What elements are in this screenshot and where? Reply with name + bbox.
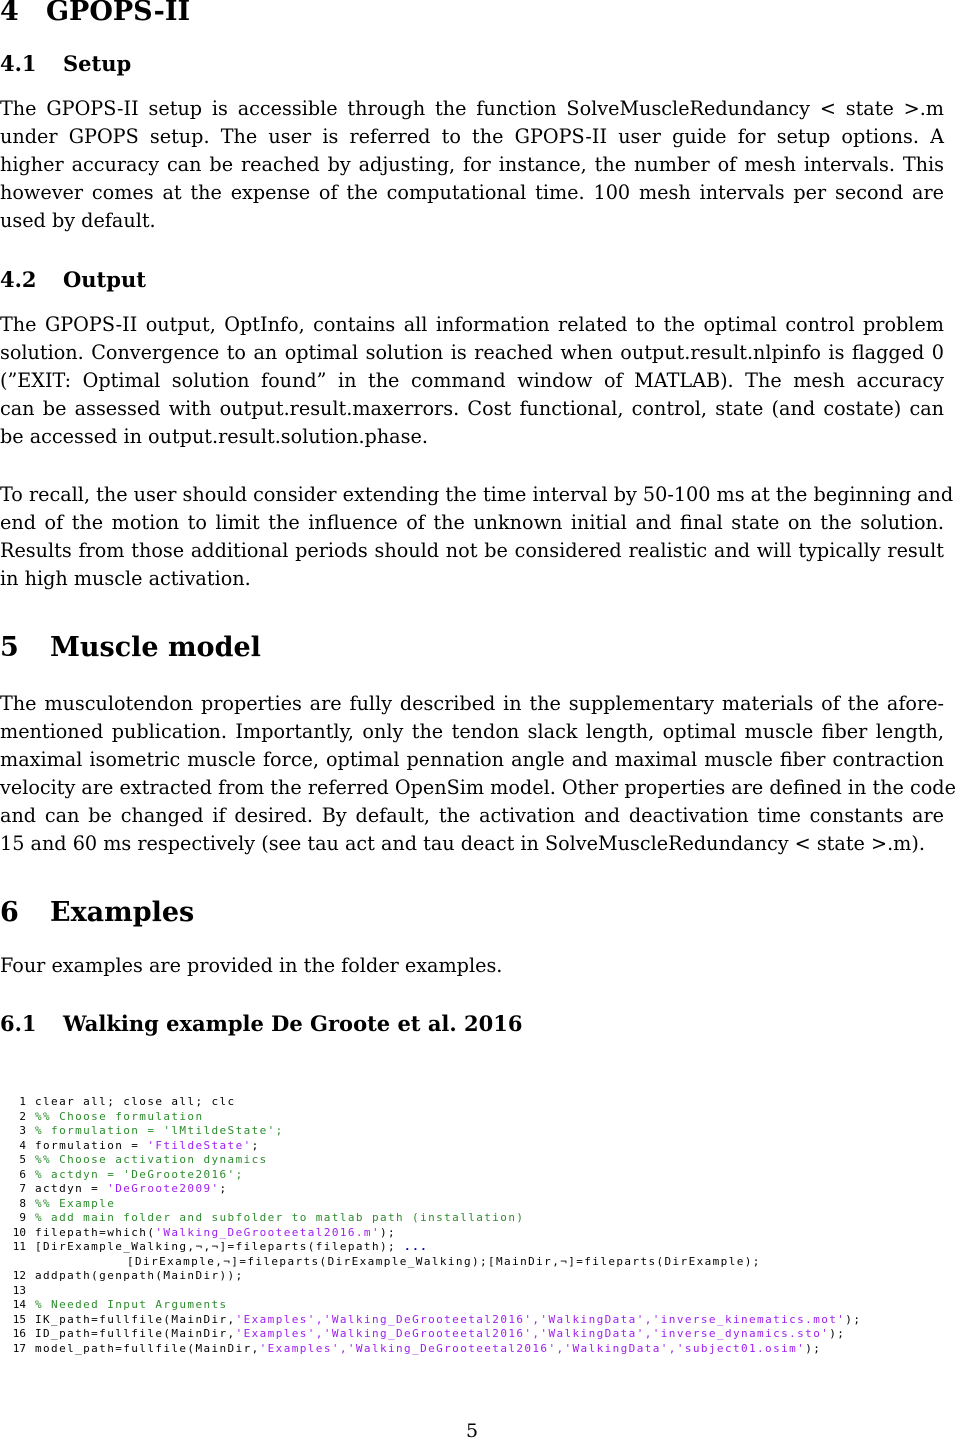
section-title: Output: [63, 267, 146, 292]
paragraph-line: velocity are extracted from the referred OpenSim model. Other properties are defined in the code: [0, 776, 956, 799]
code-comment: % add main folder and subfolder to matlab path (installation): [35, 1211, 525, 1224]
paragraph-examples: [0, 952, 944, 980]
paragraph-line: maximal isometric muscle force, optimal pennation angle and maximal muscle fiber contraction: [0, 748, 944, 771]
paragraph-setup: [0, 95, 944, 235]
paragraph-line: 15 and 60 ms respectively (see tau act and tau deact in SolveMuscleRedundancy < state >.m).: [0, 832, 925, 855]
code-line: [0, 1124, 972, 1139]
paragraph-line: solution. Convergence to an optimal solution is reached when output.result.nlpinfo is flagged 0: [0, 341, 944, 364]
code-string: 'FtildeState': [147, 1138, 252, 1152]
code-comment: % actdyn = 'DeGroote2016';: [35, 1167, 244, 1181]
code-string: 'Examples','Walking_DeGrooteetal2016','WalkingData','inverse_dynamics.sto': [235, 1327, 830, 1340]
code-text: formulation =: [35, 1138, 148, 1152]
line-number: 5: [19, 1153, 26, 1166]
line-number: 11: [12, 1240, 26, 1253]
line-number: 7: [19, 1182, 26, 1195]
code-line: [0, 1153, 972, 1168]
code-line: [0, 1255, 972, 1270]
code-text: );: [845, 1312, 862, 1326]
line-number: 6: [19, 1167, 26, 1181]
code-text: addpath(genpath(MainDir));: [35, 1269, 244, 1282]
line-number: 16: [12, 1327, 26, 1340]
section-number: 4.2: [0, 267, 37, 292]
section-title: GPOPS-II: [46, 0, 191, 27]
code-text: );: [829, 1327, 846, 1340]
section-heading-6-1: [0, 1011, 522, 1036]
code-text: filepath=which(: [35, 1225, 156, 1239]
code-line: [0, 1284, 972, 1299]
paragraph-line: end of the motion to limit the influence of the unknown initial and final state on the solution.: [0, 511, 944, 534]
code-text: [DirExample,¬]=fileparts(DirExample_Walking);[MainDir,¬]=fileparts(DirExample);: [127, 1254, 761, 1268]
code-text: );: [379, 1225, 397, 1239]
paragraph-line: however comes at the expense of the computational time. 100 mesh intervals per second are: [0, 181, 944, 204]
line-number: 4: [19, 1138, 26, 1152]
code-string: 'Walking_DeGrooteetal2016.m': [155, 1225, 380, 1239]
paragraph-line: To recall, the user should consider extending the time interval by 50-100 ms at the beginning and: [0, 483, 954, 506]
code-line: [0, 1168, 972, 1183]
section-number: 6: [0, 897, 19, 928]
code-line: [0, 1211, 972, 1226]
code-line: [0, 1197, 972, 1212]
code-text: model_path=fullfile(MainDir,: [35, 1341, 260, 1355]
section-heading-4: [0, 0, 190, 27]
code-line: [0, 1342, 972, 1357]
line-number: 17: [12, 1341, 26, 1355]
paragraph-line: used by default.: [0, 209, 156, 232]
code-line: [0, 1269, 972, 1284]
code-text: clear all; close all; clc: [35, 1095, 236, 1108]
section-number: 4.1: [0, 51, 37, 76]
line-number: 13: [12, 1283, 26, 1297]
code-text: IK_path=fullfile(MainDir,: [35, 1312, 236, 1326]
paragraph-line: Four examples are provided in the folder examples.: [0, 954, 503, 977]
paragraph-line: in high muscle activation.: [0, 567, 251, 590]
code-line: [0, 1226, 972, 1241]
code-listing: [0, 1095, 972, 1356]
paragraph-output-2: [0, 481, 954, 593]
code-comment: % formulation = 'lMtildeState';: [35, 1124, 284, 1137]
section-heading-6: [0, 897, 194, 928]
code-text: actdyn =: [35, 1182, 108, 1195]
code-text: );: [805, 1341, 822, 1355]
code-line: [0, 1095, 972, 1110]
paragraph-line: The GPOPS-II output, OptInfo, contains all information related to the optimal control problem: [0, 313, 944, 336]
code-line: [0, 1139, 972, 1154]
paragraph-line: under GPOPS setup. The user is referred to the GPOPS-II user guide for setup options. A: [0, 125, 944, 148]
section-title: Walking example De Groote et al. 2016: [63, 1011, 523, 1036]
line-number: 14: [12, 1298, 26, 1311]
section-number: 6.1: [0, 1011, 37, 1036]
section-heading-4-2: [0, 267, 146, 292]
code-text: ;: [219, 1182, 228, 1195]
code-string: 'Examples','Walking_DeGrooteetal2016','WalkingData','subject01.osim': [259, 1341, 806, 1355]
code-line: [0, 1327, 972, 1342]
line-number: 3: [19, 1124, 26, 1137]
paragraph-line: Results from those additional periods should not be considered realistic and will typically result: [0, 539, 944, 562]
section-number: 5: [0, 632, 19, 663]
line-number: 12: [12, 1269, 26, 1282]
paragraph-line: and can be changed if desired. By default, the activation and deactivation time constants are: [0, 804, 944, 827]
code-line: [0, 1313, 972, 1328]
line-number: 10: [12, 1225, 26, 1239]
code-line: [0, 1110, 972, 1125]
paragraph-line: The GPOPS-II setup is accessible through the function SolveMuscleRedundancy < state >.m: [0, 97, 944, 120]
section-heading-4-1: [0, 51, 131, 76]
section-title: Setup: [63, 51, 132, 76]
code-comment: % Needed Input Arguments: [35, 1298, 228, 1311]
code-string: 'Examples','Walking_DeGrooteetal2016','WalkingData','inverse_kinematics.mot': [235, 1312, 846, 1326]
line-number: 15: [12, 1312, 26, 1326]
page-number: 5: [465, 1420, 479, 1442]
line-number: 8: [19, 1196, 26, 1210]
code-line: [0, 1298, 972, 1313]
paragraph-line: can be assessed with output.result.maxerrors. Cost functional, control, state (and costate) can: [0, 397, 944, 420]
paragraph-output-1: [0, 311, 944, 451]
code-text: ID_path=fullfile(MainDir,: [35, 1327, 236, 1340]
code-line: [0, 1182, 972, 1197]
line-number: 2: [19, 1109, 26, 1123]
paragraph-line: higher accuracy can be reached by adjusting, for instance, the number of mesh intervals. This: [0, 153, 944, 176]
code-keyword: ...: [404, 1240, 429, 1253]
code-comment: %% Choose activation dynamics: [35, 1153, 268, 1166]
code-comment: %% Example: [35, 1196, 116, 1210]
paragraph-line: The musculotendon properties are fully described in the supplementary materials of the afore-: [0, 692, 944, 715]
section-title: Muscle model: [50, 632, 261, 663]
paragraph-line: mentioned publication. Importantly, only the tendon slack length, optimal muscle fiber length,: [0, 720, 944, 743]
line-number: 9: [19, 1211, 26, 1224]
section-title: Examples: [50, 897, 195, 928]
section-heading-5: [0, 632, 261, 663]
line-number: 1: [19, 1095, 26, 1108]
code-comment: %% Choose formulation: [35, 1109, 204, 1123]
paragraph-line: (”EXIT: Optimal solution found” in the command window of MATLAB). The mesh accuracy: [0, 369, 944, 392]
section-number: 4: [0, 0, 19, 27]
paragraph-muscle-model: [0, 690, 956, 858]
code-text: ;: [251, 1138, 260, 1152]
code-string: 'DeGroote2009': [107, 1182, 220, 1195]
code-text: [DirExample_Walking,¬,¬]=fileparts(filepath);: [35, 1240, 405, 1253]
paragraph-line: be accessed in output.result.solution.phase.: [0, 425, 428, 448]
code-line: [0, 1240, 972, 1255]
